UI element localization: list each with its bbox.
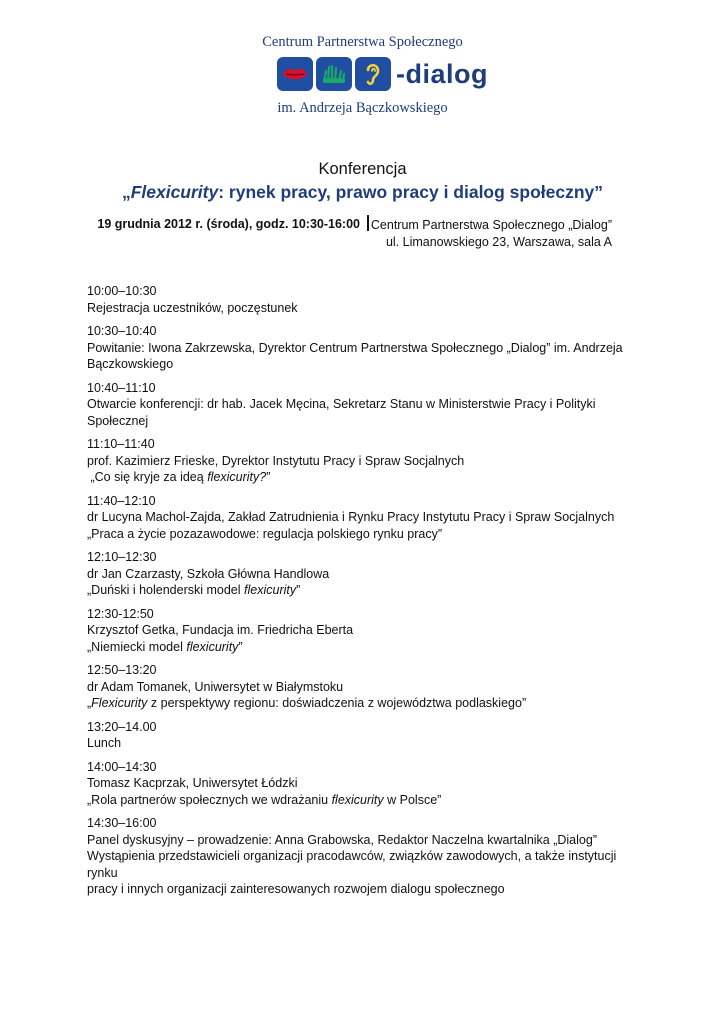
agenda-line: Rejestracja uczestników, poczęstunek — [87, 300, 298, 315]
agenda-time: 10:40–11:10 — [87, 380, 156, 395]
agenda-line: Otwarcie konferencji: dr hab. Jacek Męcina, Sekretarz Stanu w Ministerstwie Pracy i Polityki — [87, 397, 596, 411]
agenda-line: dr Adam Tomanek, Uniwersytet w Białymstoku — [87, 679, 344, 694]
agenda-list — [87, 283, 647, 905]
agenda-time: 12:30-12:50 — [87, 606, 154, 621]
conference-venue — [371, 217, 612, 251]
agenda-line: Tomasz Kacprzak, Uniwersytet Łódzki — [87, 776, 298, 790]
agenda-line: Wystąpienia przedstawicieli organizacji pracodawców, związków zawodowych, a także instytucji rynku — [87, 849, 617, 880]
organization-logo — [0, 0, 725, 125]
agenda-line: „Niemiecki model flexicurity” — [87, 639, 243, 654]
agenda-item — [87, 493, 647, 543]
agenda-item — [87, 549, 647, 599]
agenda-line: prof. Kazimierz Frieske, Dyrektor Instytutu Pracy i Spraw Socjalnych — [87, 453, 465, 468]
agenda-item — [87, 606, 647, 656]
agenda-time: 14:00–14:30 — [87, 759, 157, 774]
agenda-line: „Flexicurity z perspektywy regionu: doświadczenia z województwa podlaskiego” — [87, 696, 527, 710]
agenda-time: 10:30–10:40 — [87, 324, 157, 338]
info-divider — [367, 215, 369, 231]
agenda-item — [87, 380, 647, 430]
agenda-time: 13:20–14.00 — [87, 719, 157, 734]
agenda-time: 10:00–10:30 — [87, 284, 157, 298]
agenda-line: Panel dyskusyjny – prowadzenie: Anna Grabowska, Redaktor Naczelna kwartalnika „Dialog” — [87, 832, 597, 847]
agenda-time: 11:40–12:10 — [87, 493, 156, 508]
agenda-line: pracy i innych organizacji zainteresowanych rozwojem dialogu społecznego — [87, 882, 505, 896]
agenda-line: Społecznej — [87, 413, 149, 428]
agenda-line: Bączkowskiego — [87, 357, 174, 371]
ear-icon — [355, 57, 391, 91]
agenda-line: Powitanie: Iwona Zakrzewska, Dyrektor Centrum Partnerstwa Społecznego „Dialog” im. Andrzeja — [87, 340, 623, 355]
logo-dialog-word: -dialog — [396, 59, 488, 89]
venue-address: ul. Limanowskiego 23, Warszawa, sala A — [385, 235, 612, 249]
agenda-item — [87, 662, 647, 712]
agenda-time: 11:10–11:40 — [87, 437, 155, 451]
agenda-line: „Duński i holenderski model flexicurity” — [87, 583, 301, 597]
agenda-item — [87, 719, 647, 752]
agenda-time: 12:50–13:20 — [87, 663, 157, 677]
conference-date: 19 grudnia 2012 r. (środa), godz. 10:30-16:00 — [97, 217, 360, 231]
agenda-item — [87, 323, 647, 373]
hands-icon — [316, 57, 352, 91]
logo-mark — [277, 57, 488, 91]
agenda-line: Lunch — [87, 736, 122, 750]
agenda-item — [87, 759, 647, 809]
conference-label: Konferencja — [318, 160, 407, 178]
conference-info — [0, 217, 725, 257]
agenda-line: „Co się kryje za ideą flexicurity?” — [87, 470, 271, 484]
agenda-time: 14:30–16:00 — [87, 816, 157, 830]
agenda-line: „Rola partnerów społecznych we wdrażaniu flexicurity w Polsce” — [87, 792, 442, 807]
conference-title: „Flexicurity: rynek pracy, prawo pracy i dialog społeczny” — [121, 182, 604, 202]
venue-line: Centrum Partnerstwa Społecznego „Dialog” — [370, 218, 612, 232]
agenda-line: Krzysztof Getka, Fundacja im. Friedricha Eberta — [87, 623, 354, 637]
agenda-time: 12:10–12:30 — [87, 550, 157, 564]
agenda-item — [87, 815, 647, 898]
agenda-line: dr Lucyna Machol-Zajda, Zakład Zatrudnienia i Rynku Pracy Instytutu Pracy i Spraw Socjalnych — [87, 510, 615, 524]
agenda-item — [87, 436, 647, 486]
agenda-line: „Praca a życie pozazawodowe: regulacja polskiego rynku pracy” — [87, 526, 443, 541]
logo-patron-name: im. Andrzeja Bączkowskiego — [277, 100, 448, 116]
lips-icon — [277, 57, 313, 91]
logo-organization-name: Centrum Partnerstwa Społecznego — [262, 34, 463, 50]
agenda-line: dr Jan Czarzasty, Szkoła Główna Handlowa — [87, 566, 330, 581]
agenda-item — [87, 283, 647, 316]
